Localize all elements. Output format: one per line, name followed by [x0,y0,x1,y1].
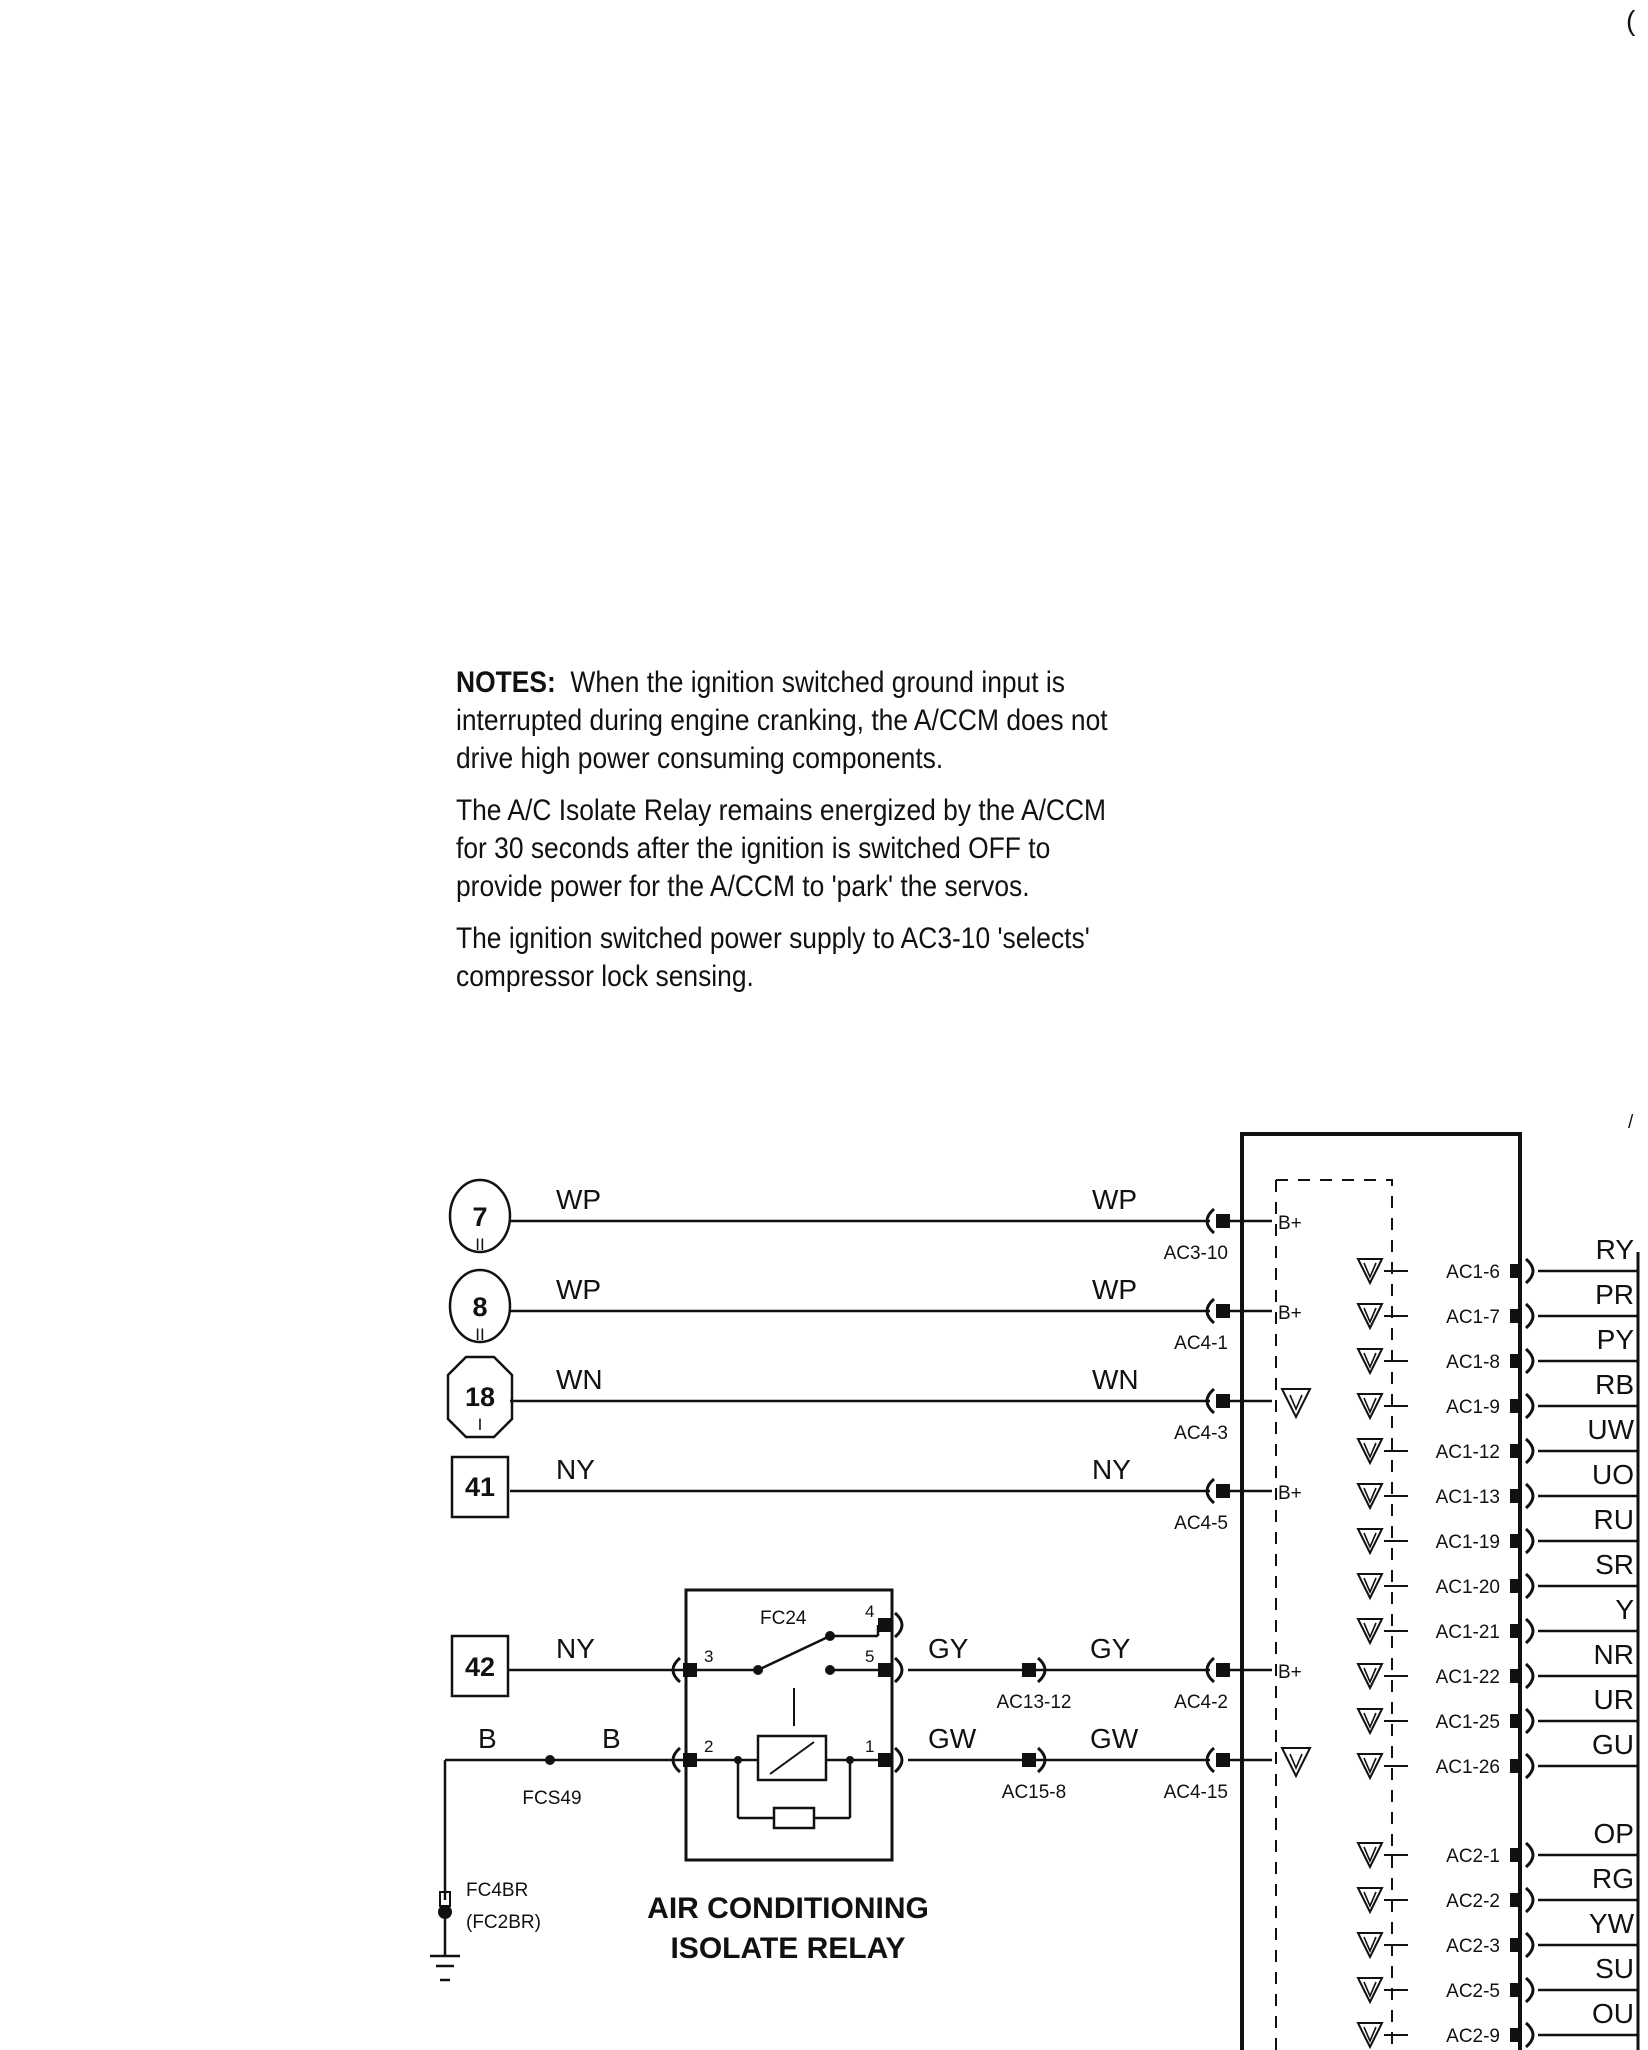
module-input-pin [1216,1753,1230,1767]
output-wire-color: PR [1595,1279,1634,1310]
output-plug [1526,1439,1533,1463]
relay-pin-2 [683,1753,697,1767]
output-pin-label: AC1-20 [1435,1577,1500,1598]
output-pin [1510,1938,1522,1952]
ground-wire-color-b: B [602,1723,621,1754]
output-pin-label: AC1-13 [1435,1487,1500,1508]
output-pin [1510,1399,1522,1413]
module-output-row [1358,1594,1638,1643]
output-wire-color: PY [1596,1324,1634,1355]
module-input-socket [1207,1299,1214,1323]
relay-pin-number: 1 [865,1737,875,1756]
relay-input-wire-color: NY [556,1633,595,1664]
circuit-row [450,1270,1302,1354]
relay-pin-4 [878,1618,892,1632]
relay-connector-label: FC24 [760,1608,807,1629]
notes-paragraph-3: The ignition switched power supply to AC3-10 'selects' compressor lock sensing. [456,922,1090,993]
internal-diode-icon [1282,1389,1310,1417]
circuit-row [448,1357,1310,1444]
output-pin [1510,1624,1522,1638]
right-wire-color: WN [1092,1364,1139,1395]
circuit-ref-number: 18 [464,1382,496,1412]
output-pin [1510,1444,1522,1458]
module-output-row [1358,1549,1638,1598]
inline-connector-label: AC13-12 [996,1692,1072,1713]
output-wire-color: UO [1592,1459,1634,1490]
inline-connector-ac15-8-pin [1022,1753,1036,1767]
output-wire-color: OU [1592,1998,1634,2029]
notes-heading: NOTES: [456,666,556,699]
relay-pin-number: 2 [704,1737,714,1756]
output-driver-icon [1358,2023,1382,2047]
output-pin-label: AC1-26 [1435,1757,1500,1778]
output-plug [1526,1619,1533,1643]
output-pin [1510,1489,1522,1503]
module-output-row [1358,1234,1638,1283]
output-pin-label: AC1-7 [1446,1307,1500,1328]
output-wire-color: SU [1595,1953,1634,1984]
internal-diode-icon [1282,1748,1310,1776]
output-pin [1510,1354,1522,1368]
module-output-row [1358,1504,1638,1553]
relay-pin-number: 3 [704,1647,714,1666]
output-wire-color: UR [1593,1684,1634,1715]
module-input-pin [1216,1394,1230,1408]
output-driver-icon [1358,1843,1382,1867]
output-plug [1526,1933,1533,1957]
output-driver-icon [1358,1754,1382,1778]
relay-pin-plug [895,1658,902,1682]
relay-pin-plug [895,1748,902,1772]
output-pin-label: AC1-6 [1446,1262,1500,1283]
output-wire-color: SR [1595,1549,1634,1580]
left-wire-color: WP [556,1184,602,1215]
output-driver-icon [1358,1439,1382,1463]
module-output-row [1358,1639,1638,1688]
module-output-row [1358,1818,1638,1867]
module-output-row [1358,1459,1638,1508]
output-driver-icon [1358,1484,1382,1508]
isolate-relay-circuit [430,1590,1310,1980]
right-wire-color: NY [1092,1454,1131,1485]
output-pin [1510,1714,1522,1728]
output-wire-color: RY [1595,1234,1634,1265]
relay-ref-number: 42 [464,1652,496,1682]
input-circuits [448,1180,1310,1534]
output-plug [1526,1574,1533,1598]
splice-label: FCS49 [522,1788,582,1809]
output-plug [1526,1664,1533,1688]
output-pin-label: AC2-2 [1446,1891,1500,1912]
module-input-socket [1207,1748,1214,1772]
output-pin [1510,1848,1522,1862]
output-plug [1526,1888,1533,1912]
ground-point-label: FC4BR [466,1880,529,1901]
module-output-row [1358,1998,1638,2047]
inline-connector-ac13-12-pin [1022,1663,1036,1677]
module-input-pin [1216,1663,1230,1677]
relay-coil-slash [770,1742,814,1774]
ground-point-alt-label: (FC2BR) [466,1912,541,1933]
relay-pin-3 [683,1663,697,1677]
relay-pin-5 [878,1663,892,1677]
right-wire-color: WP [1092,1274,1138,1305]
output-driver-icon [1358,1709,1382,1733]
relay-output-1-color-2: GY [1090,1633,1131,1664]
module-corner-label: / [1628,1112,1634,1133]
notes-text-1: When the ignition switched ground input is interrupted during engine cranking, the A/CCM does not drive high power consuming components. [456,666,1108,775]
output-wire-color: OP [1593,1818,1634,1849]
module-pin-label: AC4-2 [1174,1692,1228,1713]
inline-connector-label: AC15-8 [1001,1782,1067,1803]
output-driver-icon [1358,1394,1382,1418]
internal-supply-label: B+ [1278,1662,1302,1683]
output-driver-icon [1358,1888,1382,1912]
relay-resistor [774,1808,814,1828]
ground-stud [438,1905,452,1919]
splice-dot [545,1755,555,1765]
circuit-ref-sub: II [475,1325,485,1344]
output-plug [1526,1843,1533,1867]
output-driver-icon [1358,1529,1382,1553]
output-wire-color: YW [1588,1908,1634,1939]
relay-output-2-color-2: GW [1090,1723,1139,1754]
output-driver-icon [1358,1304,1382,1328]
output-pin [1510,1264,1522,1278]
module-input-socket [1207,1658,1214,1682]
output-pin-label: AC1-25 [1435,1712,1500,1733]
output-pin-label: AC1-21 [1435,1622,1500,1643]
output-pin-label: AC2-9 [1446,2026,1500,2047]
output-driver-icon [1358,1619,1382,1643]
module-input-socket [1207,1479,1214,1503]
circuit-ref-sub: I [477,1415,483,1434]
output-pin-label: AC1-9 [1446,1397,1500,1418]
internal-supply-label: B+ [1278,1213,1302,1234]
module-output-row [1358,1908,1638,1957]
circuit-row [452,1454,1302,1534]
internal-supply-label: B+ [1278,1303,1302,1324]
relay-switch-blade [758,1636,830,1670]
output-wire-color: RG [1592,1863,1634,1894]
output-pin [1510,1579,1522,1593]
ground-wire-color-a: B [478,1723,497,1754]
module-input-pin [1216,1214,1230,1228]
output-plug [1526,1709,1533,1733]
output-driver-icon [1358,1349,1382,1373]
left-wire-color: WN [556,1364,603,1395]
module-output-row [1358,1369,1638,1418]
module-pin-label: AC4-3 [1174,1423,1228,1444]
module-output-row [1358,1729,1638,1778]
module-output-row [1358,1863,1638,1912]
relay-pin-number: 5 [865,1647,875,1666]
relay-title-line-2: ISOLATE RELAY [670,1932,906,1965]
output-pin [1510,1983,1522,1997]
output-pin-label: AC1-22 [1435,1667,1500,1688]
output-pin-label: AC2-3 [1446,1936,1500,1957]
output-driver-icon [1358,1574,1382,1598]
output-pin [1510,1309,1522,1323]
output-pin [1510,1534,1522,1548]
circuit-ref-number: 41 [464,1472,496,1502]
output-plug [1526,1754,1533,1778]
module-output-row [1358,1684,1638,1733]
relay-housing [686,1590,892,1860]
module-outputs [1358,1234,1638,2047]
left-wire-color: WP [556,1274,602,1305]
module-input-socket [1207,1389,1214,1413]
module-input-socket [1207,1209,1214,1233]
module-output-row [1358,1324,1638,1373]
output-pin-label: AC2-5 [1446,1981,1500,2002]
output-plug [1526,1978,1533,2002]
relay-output-2-color: GW [928,1723,977,1754]
relay-pin-number: 4 [865,1602,875,1621]
module-pin-label: AC4-5 [1174,1513,1228,1534]
output-wire-color: GU [1592,1729,1634,1760]
notes-paragraph-2: The A/C Isolate Relay remains energized by the A/CCM for 30 seconds after the ignition is switched OFF to provide power for the A/CCM to 'park' the servos. [456,794,1107,903]
module-input-pin [1216,1304,1230,1318]
output-driver-icon [1358,1664,1382,1688]
module-output-row [1358,1414,1638,1463]
output-wire-color: UW [1587,1414,1634,1445]
module-input-pin [1216,1484,1230,1498]
output-driver-icon [1358,1259,1382,1283]
output-plug [1526,1529,1533,1553]
output-plug [1526,1304,1533,1328]
output-pin [1510,1759,1522,1773]
relay-pin-plug [895,1613,902,1637]
output-plug [1526,1394,1533,1418]
output-plug [1526,1484,1533,1508]
right-wire-color: WP [1092,1184,1138,1215]
output-wire-color: RB [1595,1369,1634,1400]
output-wire-color: RU [1593,1504,1634,1535]
module-pin-label: AC4-1 [1174,1333,1228,1354]
output-wire-color: NR [1593,1639,1634,1670]
output-wire-color: Y [1615,1594,1634,1625]
output-plug [1526,2023,1533,2047]
output-driver-icon [1358,1933,1382,1957]
output-pin-label: AC1-12 [1435,1442,1500,1463]
relay-pin-1 [878,1753,892,1767]
page-marker: ( [1626,5,1636,36]
output-pin-label: AC1-19 [1435,1532,1500,1553]
output-driver-icon [1358,1978,1382,2002]
output-pin [1510,2028,1522,2042]
internal-supply-label: B+ [1278,1483,1302,1504]
circuit-ref-number: 8 [472,1292,488,1322]
output-pin-label: AC1-8 [1446,1352,1500,1373]
circuit-ref-number: 7 [472,1202,488,1232]
circuit-ref-sub: II [475,1235,485,1254]
output-pin-label: AC2-1 [1446,1846,1500,1867]
circuit-row [450,1180,1302,1264]
module-pin-label: AC3-10 [1163,1243,1228,1264]
output-plug [1526,1349,1533,1373]
module-output-row [1358,1953,1638,2002]
relay-output-1-color: GY [928,1633,969,1664]
output-plug [1526,1259,1533,1283]
output-pin [1510,1893,1522,1907]
module-output-row [1358,1279,1638,1328]
left-wire-color: NY [556,1454,595,1485]
module-pin-label: AC4-15 [1163,1782,1228,1803]
output-pin [1510,1669,1522,1683]
relay-title-line-1: AIR CONDITIONING [647,1892,929,1925]
